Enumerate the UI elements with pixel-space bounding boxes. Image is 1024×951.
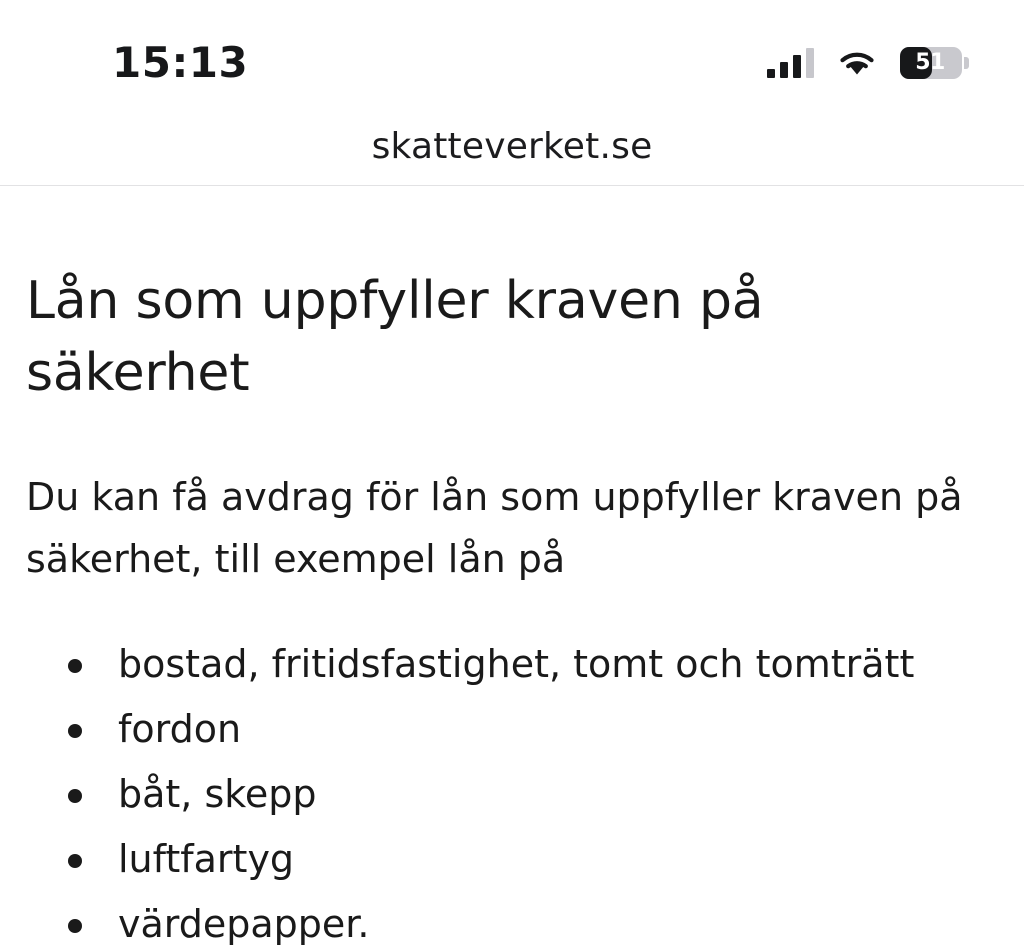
status-clock: 15:13 (112, 38, 249, 87)
loan-types-list (26, 633, 998, 951)
list-item-label: luftfartyg (118, 837, 295, 882)
browser-url-bar[interactable] (0, 108, 1024, 186)
list-item (26, 633, 998, 696)
wifi-icon (836, 47, 878, 79)
list-item (26, 828, 998, 891)
list-item-label: bostad, fritidsfastighet, tomt och tomträtt (118, 641, 915, 686)
bullet-icon (68, 919, 82, 933)
bullet-icon (68, 854, 82, 868)
status-bar (0, 0, 1024, 108)
bullet-icon (68, 789, 82, 803)
list-item (26, 698, 998, 761)
list-item-label: båt, skepp (118, 772, 317, 817)
bullet-icon (68, 724, 82, 738)
list-item-label: värdepapper. (118, 902, 370, 947)
battery-icon (900, 47, 962, 79)
list-item (26, 763, 998, 826)
url-text[interactable]: skatteverket.se (371, 126, 653, 167)
intro-paragraph: Du kan få avdrag för lån som uppfyller kraven på säkerhet, till exempel lån på (26, 474, 963, 582)
page-content (0, 186, 1024, 951)
battery-percent-label: 51 (915, 50, 945, 75)
cellular-signal-icon (767, 48, 814, 78)
list-item (26, 893, 998, 951)
status-indicators (767, 47, 962, 79)
list-item-label: fordon (118, 706, 242, 751)
page-title: Lån som uppfyller kraven på säkerhet (26, 271, 764, 403)
bullet-icon (68, 659, 82, 673)
